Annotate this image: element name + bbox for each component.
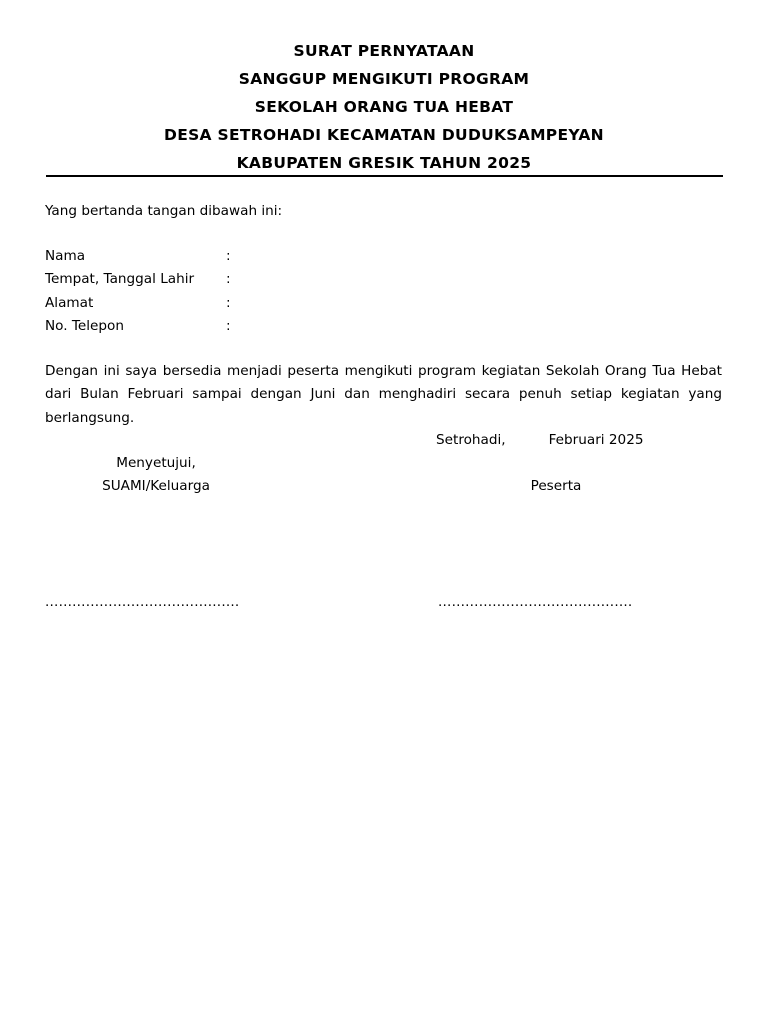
- intro-text: Yang bertanda tangan dibawah ini:: [45, 203, 283, 219]
- spouse-family-label: SUAMI/Keluarga: [102, 478, 210, 495]
- field-row-address: [45, 292, 238, 315]
- right-signature-line: ...........................................: [438, 594, 633, 610]
- field-label: Alamat: [45, 294, 94, 311]
- field-colon: :: [226, 294, 231, 311]
- header-line-village: DESA SETROHADI KECAMATAN DUDUKSAMPEYAN: [164, 126, 604, 144]
- header-line-school: SEKOLAH ORANG TUA HEBAT: [254, 98, 514, 116]
- right-signature-block: [445, 475, 667, 498]
- field-colon: :: [226, 271, 231, 288]
- date-text: Februari 2025: [548, 432, 644, 448]
- left-signature-block: [45, 452, 267, 499]
- approval-label: Menyetujui,: [116, 455, 196, 471]
- place-date: [436, 429, 644, 452]
- header-title: SURAT PERNYATAAN: [293, 42, 475, 60]
- field-row-phone: [45, 315, 238, 338]
- field-label: Tempat, Tanggal Lahir: [45, 271, 195, 288]
- identity-fields: [45, 245, 238, 338]
- header-line-regency-year: KABUPATEN GRESIK TAHUN 2025: [236, 154, 532, 172]
- left-signature-line: ...........................................: [45, 594, 240, 610]
- field-colon: :: [226, 248, 231, 264]
- statement-paragraph: Dengan ini saya bersedia menjadi peserta mengikuti program kegiatan Sekolah Orang Tua Hebat dari Bulan Februari sampai dengan Juni dan menghadiri secara penuh setiap kegiatan yang berlangsung.: [45, 363, 722, 426]
- field-row-name: [45, 245, 238, 268]
- header-line-program: SANGGUP MENGIKUTI PROGRAM: [238, 70, 530, 88]
- field-colon: :: [226, 317, 231, 334]
- field-label: Nama: [45, 248, 86, 264]
- participant-label: Peserta: [530, 478, 582, 494]
- place-text: Setrohadi,: [436, 432, 506, 448]
- document-header: [0, 37, 768, 177]
- header-divider: [46, 175, 723, 177]
- field-label: No. Telepon: [45, 317, 124, 334]
- field-row-birth: [45, 268, 238, 291]
